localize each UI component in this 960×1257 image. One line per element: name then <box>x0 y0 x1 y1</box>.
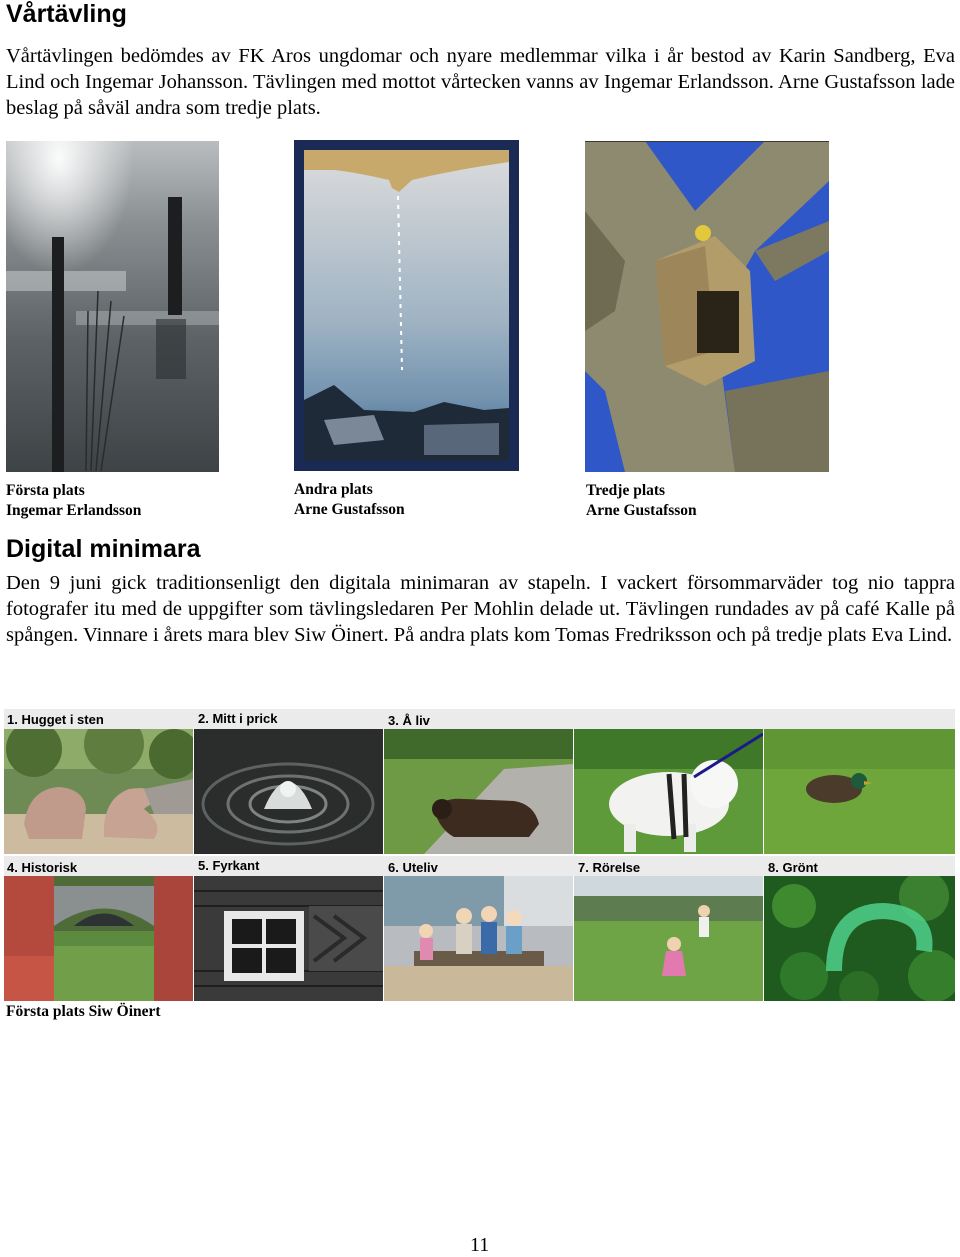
section-heading-spring: Vårtävling <box>6 0 127 28</box>
spring-paragraph: Vårtävlingen bedömdes av FK Aros ungdomar och nyare medlemmar vilka i år bestod av Karin Sandberg, Eva Lind och Ingemar Johansson. Tävlingen med mottot vårtecken vanns av Ingemar Erlandsson. Arne Gustafsson lade beslag på såväl andra som tredje plats. <box>6 45 955 119</box>
winner-name-1: Ingemar Erlandsson <box>6 502 142 519</box>
task-label-5: 5. Fyrkant <box>198 858 260 873</box>
winner-caption-1 <box>6 481 141 521</box>
icy-water-poles-photo <box>6 141 219 472</box>
task-label-1: 1. Hugget i sten <box>7 712 104 727</box>
stone-sculpture-photo <box>4 729 193 854</box>
collage-caption: Första plats Siw Öinert <box>6 1003 161 1020</box>
section-heading-digital: Digital minimara <box>6 535 201 563</box>
digital-paragraph: Den 9 juni gick traditionsenligt den digitala minimaran av stapeln. I vackert försommarväder tog nio tappra fotografer itu med de uppgifter som tävlingsledaren Per Mohlin delade ut. Tävlingen rundades av på café Kalle på spången. Vinnare i årets mara blev Siw Öinert. På andra plats kom Tomas Fredriksson och på tredje plats Eva Lind. <box>6 572 955 646</box>
white-dog-photo <box>574 729 763 854</box>
task-label-3: 3. Å liv <box>388 713 430 728</box>
green-leaves-photo <box>764 876 955 1001</box>
winner-name-3: Arne Gustafsson <box>586 502 697 519</box>
birdhouse-tree-photo <box>585 141 829 472</box>
winner-place-2: Andra plats <box>294 481 373 498</box>
page-number: 11 <box>470 1234 490 1256</box>
task-label-4: 4. Historisk <box>7 860 78 875</box>
wooden-window-photo <box>194 876 383 1001</box>
water-splash-photo <box>194 729 383 854</box>
dripping-icicle-photo <box>294 140 519 471</box>
playing-children-photo <box>574 876 763 1001</box>
photo-collage <box>4 709 955 1001</box>
winner-caption-2 <box>294 480 405 520</box>
winner-caption-3 <box>586 481 697 521</box>
winner-place-3: Tredje plats <box>586 482 666 499</box>
task-label-7: 7. Rörelse <box>578 860 641 875</box>
children-bench-photo <box>384 876 573 1001</box>
top-label-bar <box>4 709 955 729</box>
winner-place-1: Första plats <box>6 482 85 499</box>
canal-bridge-photo <box>4 876 193 1001</box>
task-label-6: 6. Uteliv <box>388 860 438 875</box>
winner-name-2: Arne Gustafsson <box>294 501 405 518</box>
duck-on-grass-photo <box>764 729 955 854</box>
dog-on-path-photo <box>384 729 573 854</box>
task-label-8: 8. Grönt <box>768 860 818 875</box>
task-label-2: 2. Mitt i prick <box>198 711 278 726</box>
